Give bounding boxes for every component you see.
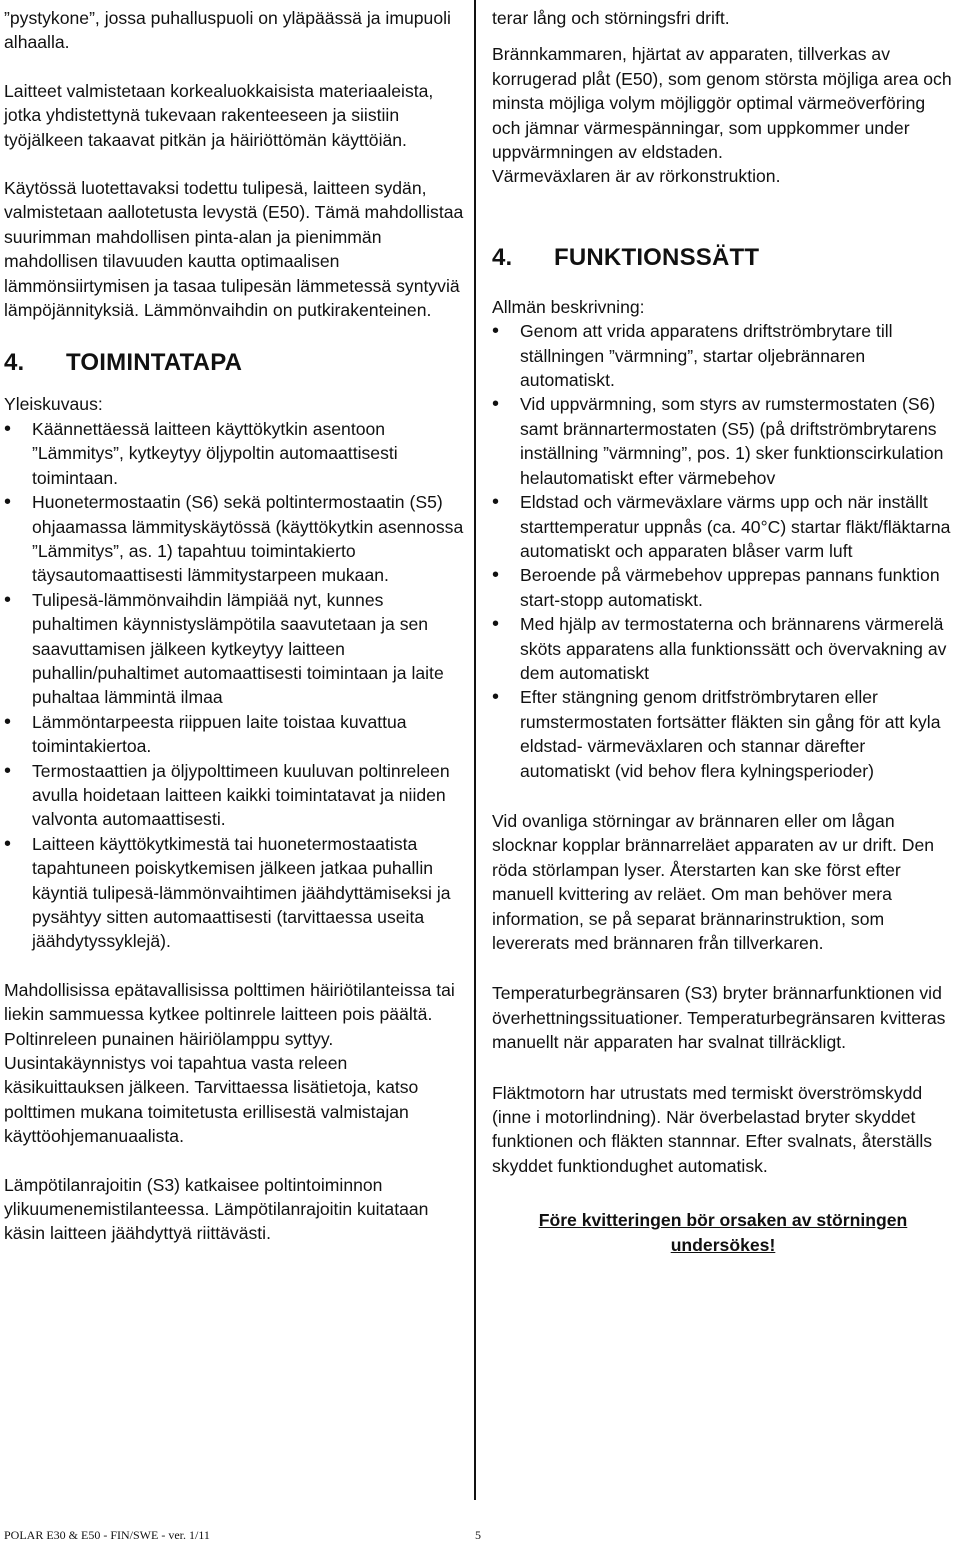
list-item: • Efter stängning genom dritfströmbrytaren eller rumstermostaten fortsätter fläkten sin gång för att kyla eldstad- värmeväxlaren och stannar därefter automatiskt (vid behov flera kylningsperioder) — [492, 685, 954, 783]
general-description-label: Allmän beskrivning: — [492, 296, 645, 317]
intro-continuation: ”pystykone”, jossa puhalluspuoli on yläpäässä ja imupuoli alhaalla. — [4, 8, 451, 53]
paragraph: Vid ovanliga störningar av brännaren eller om lågan slocknar kopplar brännarreläet apparaten av ur drift. Den röda störlampan lyser. Återstarten kan ske först efter manuell kvittering av reläet. Om man behöver mera information, se på separat brännarinstruktion, som levererats med brännaren från tillverkaren. — [492, 810, 935, 953]
list-item: • Eldstad och värmeväxlare värms upp och när inställt starttemperatur uppnås (ca. 40°C) startar fläkt/fläktarna automatiskt och apparaten blåser varm luft — [492, 490, 954, 563]
paragraph: Laitteet valmistetaan korkealuokkaisista materiaaleista, jotka yhdistettynä tukevaan rakenteeseen ja siistiin työjälkeen takaavat pitkän ja häiriöttömän käyttöiän. — [4, 80, 434, 150]
warning-notice: Före kvitteringen bör orsaken av störningen undersökes! — [538, 1210, 908, 1255]
column-divider — [474, 0, 476, 1500]
list-item: • Med hjälp av termostaterna och brännarens värmerelä sköts apparatens alla funktionssätt och övervakning av dem automatiskt — [492, 612, 954, 685]
list-item: • Termostaattien ja öljypolttimeen kuuluvan poltinreleen avulla hoidetaan laitteen kaikki toimintatavat ja niiden valvonta automaattisesti. — [4, 759, 464, 832]
page-number: 5 — [475, 1528, 481, 1542]
list-item: • Beroende på värmebehov upprepas pannans funktion start-stopp automatiskt. — [492, 563, 954, 612]
paragraph: Temperaturbegränsaren (S3) bryter brännarfunktionen vid överhettningssituationer. Temperaturbegränsaren kvitteras manuellt när apparaten har svalnat tillräckligt. — [492, 983, 946, 1053]
section-number: 4. — [4, 349, 25, 377]
section-title: TOIMINTATAPA — [66, 349, 243, 377]
general-description-label: Yleiskuvaus: — [4, 394, 103, 415]
bullet-list — [4, 417, 464, 954]
section-heading — [492, 243, 954, 273]
section-heading — [4, 348, 464, 378]
section-title: FUNKTIONSSÄTT — [554, 243, 760, 271]
list-item: • Vid uppvärmning, som styrs av rumstermostaten (S6) samt brännartermostaten (S5) (på driftströmbrytarens inställning ”värmning”, pos. 1) sker funktionscirkulation helautomatiskt efter värmebehov — [492, 392, 954, 490]
list-item: • Tulipesä-lämmönvaihdin lämpiää nyt, kunnes puhaltimen käynnistyslämpötila saavutetaan ja sen saavuttamisen jälkeen kytkeytyy laitteen puhallin/puhaltimet automaattisesti toimintaan ja laite puhaltaa lämmintä ilmaa — [4, 588, 464, 710]
paragraph: Käytössä luotettavaksi todettu tulipesä, laitteen sydän, valmistetaan aallotetusta levystä (E50). Tämä mahdollistaa suurimman mahdollisen pinta-alan ja pienimmän mahdollisen tilavuuden kautta optimaalisen lämmönsiirtymisen ja tasaa tulipesän lämmetessä syntyviä lämpöjännityksiä. Lämmönvaihdin on putkirakenteinen. — [4, 178, 464, 321]
paragraph: Värmeväxlaren är av rörkonstruktion. — [492, 166, 781, 187]
bullet-list — [492, 319, 954, 783]
list-item: • Genom att vrida apparatens driftströmbrytare till ställningen ”värmning”, startar oljebrännaren automatiskt. — [492, 319, 954, 392]
section-number: 4. — [492, 243, 513, 271]
list-item: • Huonetermostaatin (S6) sekä poltintermostaatin (S5) ohjaamassa lämmityskäytössä (käyttökytkin asennossa ”Lämmitys”, as. 1) tapahtuu toimintakierto täysautomaattisesti lämmitystarpeen mukaan. — [4, 490, 464, 588]
footer-document-info: POLAR E30 & E50 - FIN/SWE - ver. 1/11 — [4, 1528, 210, 1542]
paragraph: Fläktmotorn har utrustats med termiskt överströmskydd (inne i motorlindning). När överbelastad bryter skyddet funktionen och fläkten stannnar. Efter svalnats, återställs skyddet funktiondughet automatisk. — [492, 1082, 933, 1176]
intro-continuation: terar lång och störningsfri drift. — [492, 8, 730, 28]
right-column-swedish — [492, 6, 954, 1257]
paragraph: Lämpötilanrajoitin (S3) katkaisee poltintoiminnon ylikuumenemistilanteessa. Lämpötilanrajoitin kuitataan käsin laitteen jäähdyttyä riittävästi. — [4, 1174, 429, 1244]
list-item: • Käännettäessä laitteen käyttökytkin asentoon ”Lämmitys”, kytkeytyy öljypoltin automaattisesti toimintaan. — [4, 417, 464, 490]
paragraph: Brännkammaren, hjärtat av apparaten, tillverkas av korrugerad plåt (E50), som genom största möjliga area och minsta möjliga volym möjliggör optimal värmeöverföring och jämnar värmespänningar, som uppkommer under uppvärmningen av eldstaden. — [492, 44, 952, 163]
list-item: • Laitteen käyttökytkimestä tai huonetermostaatista tapahtuneen poiskytkemisen jälkeen jatkaa puhallin käyntiä tulipesä-lämmönvaihtimen jäähdyttämiseksi ja pysähtyy sitten automaattisesti (tarvittaessa useita jäähdytyssyklejä). — [4, 832, 464, 954]
left-column-finnish — [4, 6, 464, 1246]
list-item: • Lämmöntarpeesta riippuen laite toistaa kuvattua toimintakiertoa. — [4, 710, 464, 759]
paragraph: Mahdollisissa epätavallisissa polttimen häiriötilanteissa tai liekin sammuessa kytkee poltinrele laitteen pois päältä. Poltinreleen punainen häiriölamppu syttyy. Uusintakäynnistys voi tapahtua vasta releen käsikuittauksen jälkeen. Tarvittaessa lisätietoja, katso polttimen mukana toimitetusta erillisestä valmistajan käyttöohjemanuaalista. — [4, 979, 455, 1147]
